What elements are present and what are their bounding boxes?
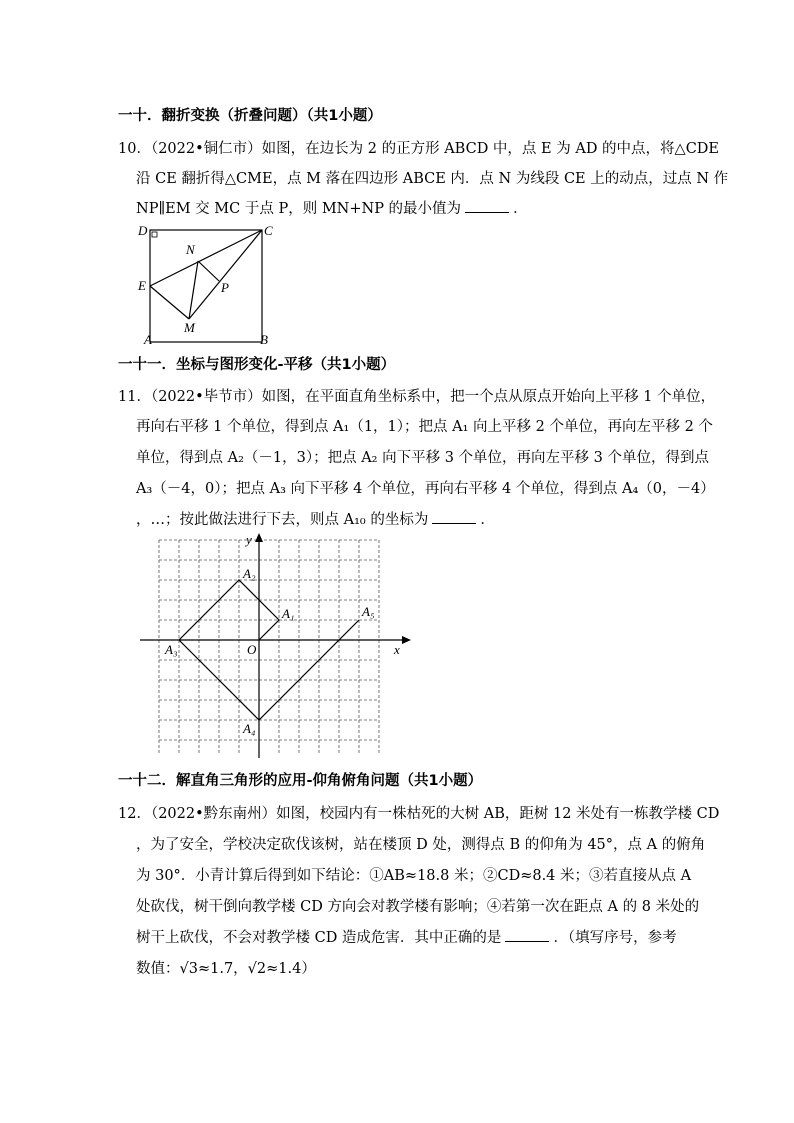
label-a1: A₁ <box>282 606 295 621</box>
square-figure <box>136 218 286 348</box>
answer-blank <box>465 200 509 213</box>
x-axis-arrow <box>402 636 411 644</box>
y-axis-arrow <box>255 533 263 542</box>
q11-line-5: ，…；按此做法进行下去，则点 A₁₀ 的坐标为 ． <box>136 512 495 528</box>
q12-line-5: 树干上砍伐，不会对教学楼 CD 造成危害．其中正确的是 ．（填写序号，参考 <box>136 930 677 946</box>
label-n: N <box>186 242 195 257</box>
label-a4: A₄ <box>243 721 256 736</box>
square-abcd <box>150 230 262 342</box>
segment-em <box>150 286 189 319</box>
coordinate-figure <box>130 530 420 765</box>
label-a3: A₃ <box>165 642 178 657</box>
section-heading-10: 一十．翻折变换（折叠问题）（共1小题） <box>118 108 382 124</box>
section-heading-12: 一十二．解直角三角形的应用-仰角俯角问题（共1小题） <box>118 773 483 789</box>
q12-line-3: 为 30°．小青计算后得到如下结论：①AB≈18.8 米；②CD≈8.4 米；③若直接从点 A <box>136 868 692 884</box>
answer-blank <box>432 511 476 524</box>
q11-line-2: 再向右平移 1 个单位，得到点 A₁（1，1）；把点 A₁ 向上平移 2 个单位，再向左平移 2 个 <box>136 419 713 435</box>
label-b: B <box>260 332 268 347</box>
q10-line-2: 沿 CE 翻折得△CME，点 M 落在四边形 ABCE 内．点 N 为线段 CE 上的动点，过点 N 作 <box>136 171 729 187</box>
q10-line-1: 10．（2022•铜仁市）如图，在边长为 2 的正方形 ABCD 中，点 E 为 AD 的中点，将△CDE <box>118 141 720 157</box>
label-y: y <box>246 532 252 547</box>
label-x: x <box>394 642 400 657</box>
right-angle-mark <box>152 232 157 237</box>
label-c: C <box>264 223 273 238</box>
answer-blank <box>505 929 549 942</box>
segment-np <box>198 261 219 281</box>
label-o: O <box>247 642 257 657</box>
label-d: D <box>138 223 148 238</box>
q12-line-2: ，为了安全，学校决定砍伐该树，站在楼顶 D 处，测得点 B 的仰角为 45°，点 A 的俯角 <box>136 837 706 853</box>
label-p: P <box>221 280 229 295</box>
q11-line-3: 单位，得到点 A₂（－1，3）；把点 A₂ 向下平移 3 个单位，再向左平移 3 个单位，得到点 <box>136 450 709 466</box>
label-a: A <box>144 332 152 347</box>
label-a2: A₂ <box>243 566 256 581</box>
label-a5: A₅ <box>362 604 375 619</box>
dashed-grid <box>159 540 379 754</box>
q11-line-4: A₃（－4，0）；把点 A₃ 向下平移 4 个单位，再向右平移 4 个单位，得到点 A₄（0，－4） <box>136 481 715 497</box>
q12-line-4: 处砍伐，树干倒向教学楼 CD 方向会对教学楼有影响；④若第一次在距点 A 的 8 米处的 <box>136 899 700 915</box>
translation-path <box>179 580 359 720</box>
segment-mc <box>189 230 262 319</box>
label-m: M <box>184 320 195 335</box>
q10-line-3: NP∥EM 交 MC 于点 P，则 MN+NP 的最小值为 ． <box>136 201 528 217</box>
q12-line-6: 数值：√3≈1.7，√2≈1.4） <box>136 961 316 977</box>
section-heading-11: 一十一．坐标与图形变化-平移（共1小题） <box>118 357 396 373</box>
q11-line-1: 11．（2022•毕节市）如图，在平面直角坐标系中，把一个点从原点开始向上平移 1 个单位， <box>118 389 716 405</box>
label-e: E <box>138 278 146 293</box>
segment-ce <box>150 230 262 286</box>
q12-line-1: 12．（2022•黔东南州）如图，校园内有一株枯死的大树 AB，距树 12 米处有一栋教学楼 CD <box>118 806 720 822</box>
